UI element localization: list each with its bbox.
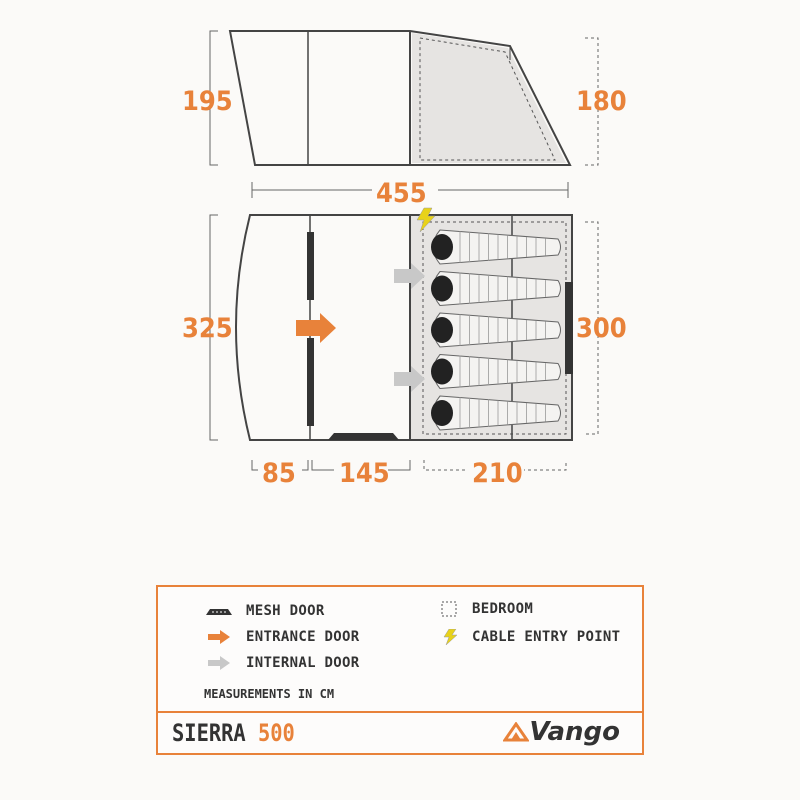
height-front-dimension	[182, 31, 233, 165]
vango-tent-logo	[503, 722, 529, 742]
orange-arrow-icon	[204, 629, 234, 645]
sleeping-bag-head	[431, 234, 453, 260]
mesh-door-upper	[307, 232, 314, 300]
living-depth-dimension	[312, 456, 410, 489]
dashed-square-icon	[440, 601, 460, 617]
mesh-door-icon	[204, 603, 234, 619]
floor-plan	[236, 208, 573, 440]
width-front-dimension	[182, 215, 233, 440]
brand-logo	[503, 717, 620, 747]
legend-bedroom	[440, 601, 533, 617]
height-front-label: 195	[182, 86, 233, 117]
model-title	[172, 719, 295, 747]
side-elevation	[230, 31, 570, 165]
width-bedroom-label: 300	[576, 313, 627, 344]
sleeping-bag-head	[431, 400, 453, 426]
legend-mesh-door	[204, 603, 325, 619]
legend-divider	[158, 711, 642, 713]
height-rear-dimension	[576, 38, 627, 165]
porch-depth-dimension	[252, 456, 308, 489]
measurements-note: MEASUREMENTS IN CM	[204, 687, 335, 701]
legend-entrance-door-label: ENTRANCE DOOR	[246, 629, 360, 645]
legend-mesh-door-label: MESH DOOR	[246, 603, 325, 619]
legend-cable-entry	[440, 629, 620, 645]
sleeping-bag-head	[431, 359, 453, 385]
legend-internal-door	[204, 655, 359, 671]
grey-arrow-icon	[204, 655, 234, 671]
legend-panel	[156, 585, 644, 755]
width-bedroom-dimension	[576, 222, 627, 434]
legend-cable-entry-label: CABLE ENTRY POINT	[472, 629, 621, 645]
mesh-door-rear	[565, 282, 573, 374]
length-total-label: 455	[376, 178, 427, 209]
mesh-door-bottom	[328, 433, 399, 440]
sleeping-bag-head	[431, 276, 453, 302]
width-front-label: 325	[182, 313, 233, 344]
model-name: SIERRA	[172, 719, 246, 747]
porch-depth-label: 85	[262, 458, 296, 489]
bedroom-depth-dimension	[424, 456, 566, 489]
legend-internal-door-label: INTERNAL DOOR	[246, 655, 360, 671]
mesh-door-lower	[307, 338, 314, 426]
living-depth-label: 145	[339, 458, 390, 489]
bedroom-depth-label: 210	[472, 458, 523, 489]
legend-entrance-door	[204, 629, 359, 645]
sleeping-bag-head	[431, 317, 453, 343]
model-number: 500	[257, 719, 295, 747]
height-rear-label: 180	[576, 86, 627, 117]
brand-name: Vango	[529, 717, 620, 747]
length-total-dimension	[252, 174, 568, 209]
legend-bedroom-label: BEDROOM	[472, 601, 534, 617]
lightning-bolt-icon	[440, 629, 460, 645]
